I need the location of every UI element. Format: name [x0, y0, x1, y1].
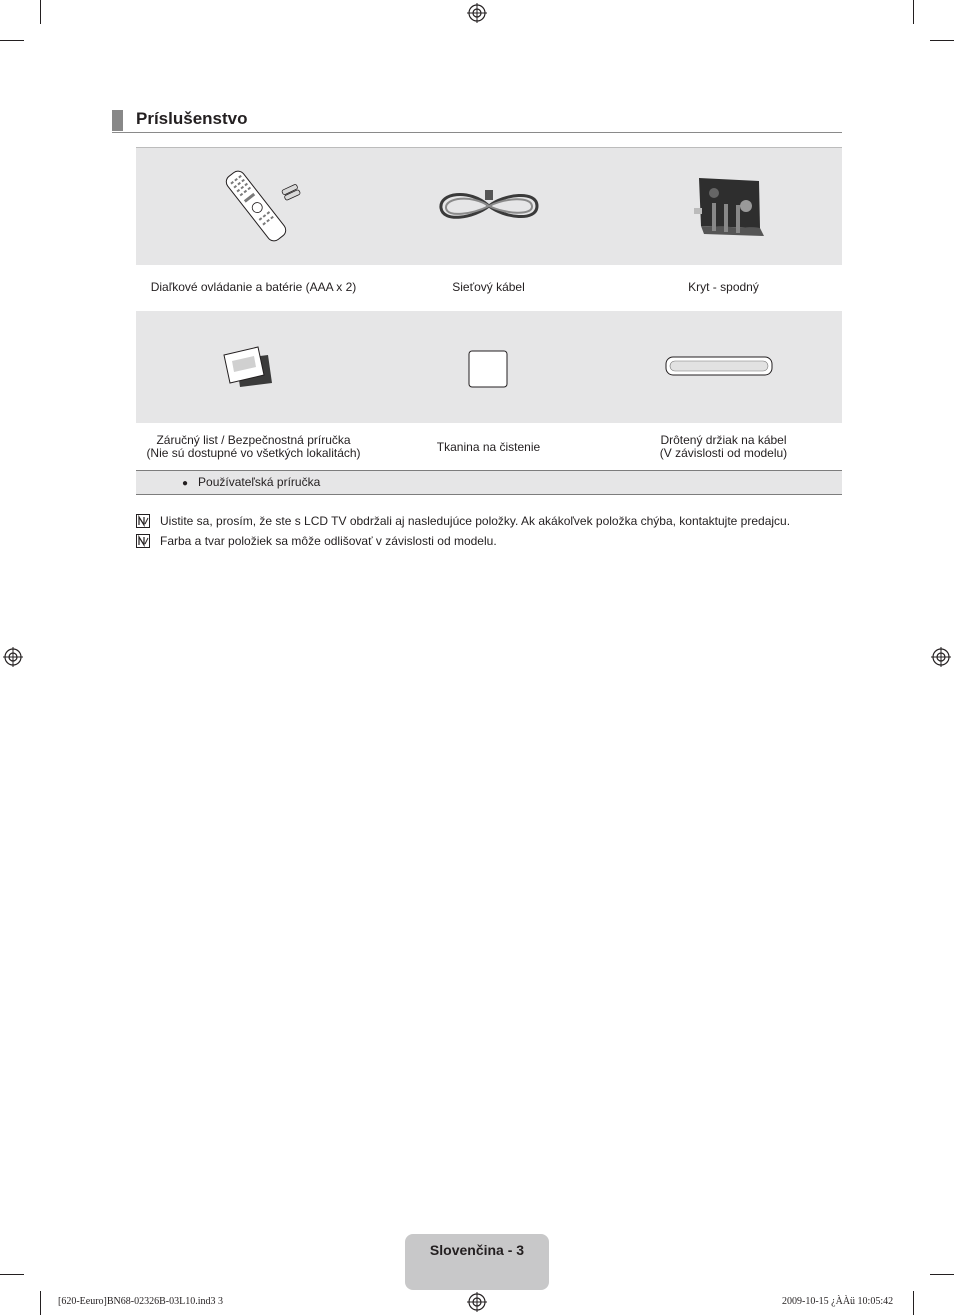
note-text: Uistite sa, prosím, že ste s LCD TV obdržali aj nasledujúce položky. Ak akákoľvek položka chýba, kontaktujte predajcu. — [160, 514, 791, 528]
warranty-card-icon — [194, 311, 314, 423]
page-number-tab — [405, 1234, 549, 1290]
crop-mark — [930, 1274, 954, 1275]
registration-mark-icon — [3, 647, 23, 667]
accessory-label-line: Záručný list / Bezpečnostná príručka — [156, 433, 351, 447]
accessory-label-line: Drôtený držiak na kábel — [660, 433, 787, 447]
registration-mark-icon — [931, 647, 951, 667]
title-bar-marker — [112, 110, 123, 131]
note-item — [136, 514, 856, 528]
image-row — [136, 147, 842, 265]
section-heading — [112, 108, 842, 133]
cleaning-cloth-icon — [429, 311, 549, 423]
remote-control-icon — [194, 148, 314, 265]
crop-mark — [930, 40, 954, 41]
accessory-label-line: (Nie sú dostupné vo všetkých lokalitách) — [146, 446, 361, 460]
manual-item — [182, 476, 320, 490]
note-item — [136, 534, 856, 548]
bullet-icon: ● — [182, 478, 189, 489]
crop-mark — [40, 0, 41, 24]
cable-holder-icon — [654, 311, 794, 423]
accessory-label — [136, 434, 371, 460]
note-text: Farba a tvar položiek sa môže odlišovať v závislosti od modelu. — [160, 534, 497, 548]
manual-row — [136, 470, 842, 495]
accessory-image-cell — [136, 148, 371, 265]
accessory-image-cell — [606, 311, 841, 423]
crop-mark — [0, 40, 24, 41]
crop-mark — [40, 1291, 41, 1315]
accessory-label-line: (V závislosti od modelu) — [659, 446, 788, 460]
print-slug-left: [620-Eeuro]BN68-02326B-03L10.ind3 3 — [58, 1296, 223, 1307]
crop-mark — [913, 0, 914, 24]
accessory-label: Sieťový kábel — [452, 280, 525, 294]
accessory-label: Diaľkové ovládanie a batérie (AAA x 2) — [150, 280, 357, 294]
accessories-table — [136, 147, 842, 495]
note-icon — [136, 514, 150, 528]
power-cable-icon — [429, 148, 549, 265]
accessory-image-cell — [136, 311, 371, 423]
manual-label: Používateľská príručka — [198, 475, 321, 489]
note-icon — [136, 534, 150, 548]
crop-mark — [0, 1274, 24, 1275]
image-row — [136, 311, 842, 423]
accessory-label: Tkanina na čistenie — [436, 440, 541, 454]
registration-mark-icon — [467, 3, 487, 23]
accessory-label — [606, 434, 841, 460]
crop-mark — [913, 1291, 914, 1315]
accessory-label: Kryt - spodný — [688, 280, 759, 294]
page-number: Slovenčina - 3 — [429, 1242, 525, 1258]
accessory-image-cell — [606, 148, 841, 265]
print-slug-right: 2009-10-15 ¿ÀÀü 10:05:42 — [782, 1296, 894, 1307]
registration-mark-icon — [467, 1292, 487, 1312]
accessory-image-cell — [371, 148, 606, 265]
page-title: Príslušenstvo — [136, 109, 248, 128]
bottom-cover-icon — [664, 148, 784, 265]
accessory-image-cell — [371, 311, 606, 423]
